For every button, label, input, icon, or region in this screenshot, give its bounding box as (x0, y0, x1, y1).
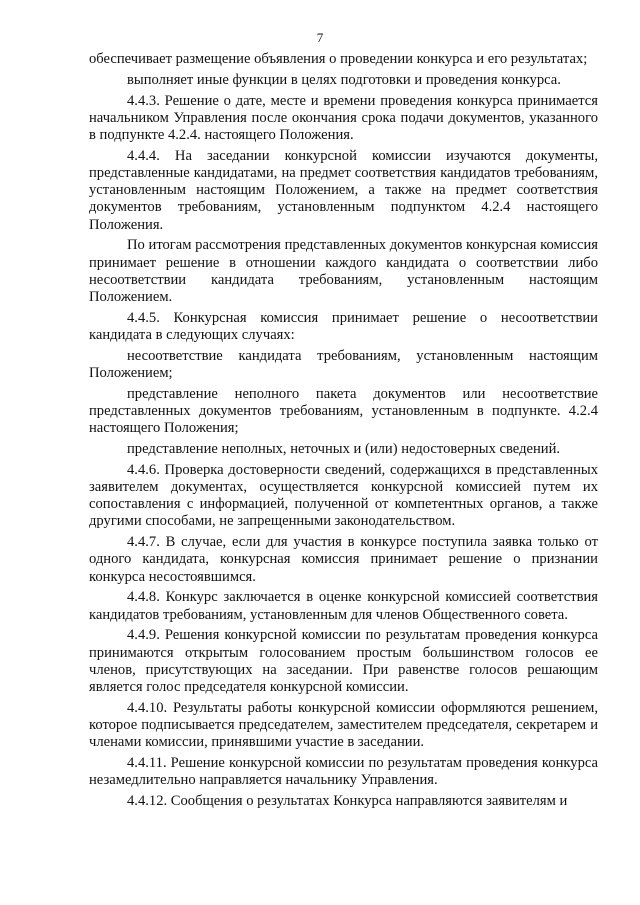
paragraph: 4.4.6. Проверка достоверности сведений, содержащихся в представленных заявителем документах, осуществляется конкурсной комиссией путем их сопоставления с информацией, полученной от компетентных органов, а также другими способами, не запрещенными законодательством. (89, 461, 598, 530)
paragraph: 4.4.9. Решения конкурсной комиссии по результатам проведения конкурса принимаются открытым голосованием простым большинством голосов ее членов, присутствующих на заседании. При равенстве голосов решающим является голос председателя конкурсной комиссии. (89, 627, 598, 696)
paragraph: 4.4.8. Конкурс заключается в оценке конкурсной комиссией соответствия кандидатов требованиям, установленным для членов Общественного совета. (89, 589, 598, 623)
paragraph: 4.4.3. Решение о дате, месте и времени проведения конкурса принимается начальником Управления после окончания срока подачи документов, указанного в подпункте 4.2.4. настоящего Положения. (89, 92, 598, 143)
paragraph: 4.4.5. Конкурсная комиссия принимает решение о несоответствии кандидата в следующих случаях: (89, 309, 598, 344)
paragraph: По итогам рассмотрения представленных документов конкурсная комиссия принимает решение в отношении каждого кандидата о соответствии либо несоответствии кандидата требованиям, установленным настоящим Положением. (89, 237, 598, 306)
paragraph: представление неполных, неточных и (или) недостоверных сведений. (127, 441, 561, 458)
paragraph: выполняет иные функции в целях подготовки и проведения конкурса. (127, 71, 561, 88)
body-text (89, 51, 598, 814)
paragraph: несоответствие кандидата требованиям, установленным настоящим Положением; (89, 347, 598, 382)
paragraph: 4.4.12. Сообщения о результатах Конкурса направляются заявителям и (127, 793, 568, 810)
paragraph: 4.4.10. Результаты работы конкурсной комиссии оформляются решением, которое подписывается председателем, заместителем председателя, секретарем и членами комиссии, принявшими участие в заседании. (89, 699, 598, 751)
paragraph: 4.4.7. В случае, если для участия в конкурсе поступила заявка только от одного кандидата, конкурсная комиссия принимает решение о признании конкурса несостоявшимся. (89, 534, 598, 585)
paragraph: 4.4.11. Решение конкурсной комиссии по результатам проведения конкурса незамедлительно направляется начальнику Управления. (89, 755, 598, 789)
paragraph: представление неполного пакета документов или несоответствие представленных документов требованиям, установленным в подпункте. 4.2.4 настоящего Положения; (89, 385, 598, 437)
paragraph: обеспечивает размещение объявления о проведении конкурса и его результатах; (89, 51, 588, 67)
page-number: 7 (316, 30, 324, 45)
paragraph: 4.4.4. На заседании конкурсной комиссии изучаются документы, представленные кандидатами, на предмет соответствия кандидатов требованиям, установленным настоящим Положением, а также на предмет соответствия документов требованиям, установленным подпунктом 4.2.4 настоящего Положения. (89, 147, 598, 233)
